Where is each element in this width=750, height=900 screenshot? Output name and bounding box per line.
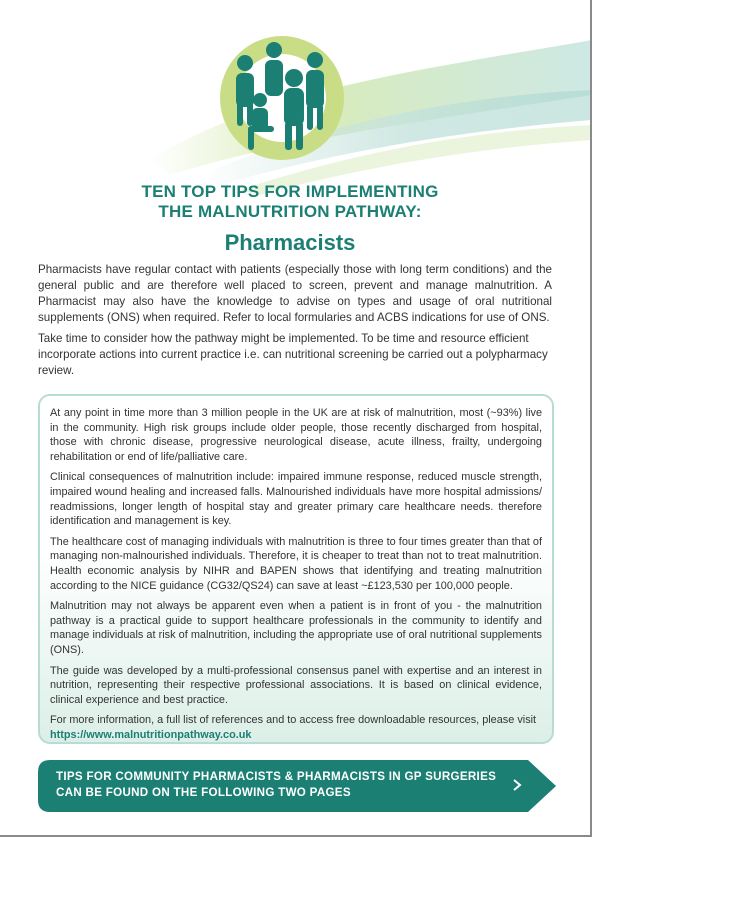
people-group-logo-icon xyxy=(212,28,352,168)
banner-line-1: TIPS FOR COMMUNITY PHARMACISTS & PHARMACISTS IN GP SURGERIES xyxy=(56,770,497,783)
title-line-1: TEN TOP TIPS FOR IMPLEMENTING xyxy=(141,182,439,201)
page-subtitle: Pharmacists xyxy=(224,230,356,255)
info-paragraph-2: Clinical consequences of malnutrition include: impaired immune response, reduced muscle strength, impaired wound healing and increased falls. Malnourished individuals have more hospital admissions/ readmissions, longer length of hospital stay and greater primary care healthcare needs. therefore identification and management is key. xyxy=(50,471,542,528)
page-title xyxy=(60,182,520,222)
website-link[interactable]: https://www.malnutritionpathway.co.uk xyxy=(50,728,252,741)
info-more-text: For more information, a full list of references and to access free downloadable resources, please visit xyxy=(50,714,537,727)
banner-line-2: CAN BE FOUND ON THE FOLLOWING TWO PAGES xyxy=(56,786,351,799)
info-paragraph-1: At any point in time more than 3 million people in the UK are at risk of malnutrition, most (~93%) live in the community. High risk groups include older people, those recently discharged from hospital, those with chronic disease, progressive neurological disease, acute illness, frailty, undergoing rehabilitation or end of life/palliative care. xyxy=(50,407,542,463)
intro-paragraph-1: Pharmacists have regular contact with patients (especially those with long term conditions) and the general public and are therefore well placed to screen, prevent and manage malnutrition. A Pharmacist may also have the knowledge to advise on types and usage of oral nutritional supplements (ONS) when required. Refer to local formularies and ACBS indications for use of ONS. xyxy=(38,263,552,324)
info-paragraph-5: The guide was developed by a multi-professional consensus panel with expertise and an interest in nutrition, representing their respective professional associations. It is based on clinical evidence, clinical experience and best practice. xyxy=(50,664,542,706)
info-box xyxy=(38,394,554,744)
banner-text[interactable] xyxy=(56,769,516,801)
chevron-right-icon[interactable] xyxy=(512,778,522,792)
info-paragraph-6 xyxy=(50,713,542,742)
info-paragraph-3: The healthcare cost of managing individuals with malnutrition is three to four times greater than that of managing non-malnourished individuals. Therefore, it is cheaper to treat than not to treat malnutrition. Health economic analysis by NIHR and BAPEN shows that identifying and treating malnutrition according to the NICE guidance (CG32/QS24) can save at least ~£123,530 per 100,000 people. xyxy=(50,535,542,592)
title-line-2: THE MALNUTRITION PATHWAY: xyxy=(158,202,422,221)
intro-paragraph-2: Take time to consider how the pathway might be implemented. To be time and resource efficient incorporate actions into current practice i.e. can nutritional screening be carried out a polypharmacy review. xyxy=(38,332,548,377)
info-paragraph-4: Malnutrition may not always be apparent even when a patient is in front of you - the malnutrition pathway is a practical guide to support healthcare professionals in the community to identify and manage individuals at risk of malnutrition, including the appropriate use of oral nutritional supplements (ONS). xyxy=(50,600,542,656)
